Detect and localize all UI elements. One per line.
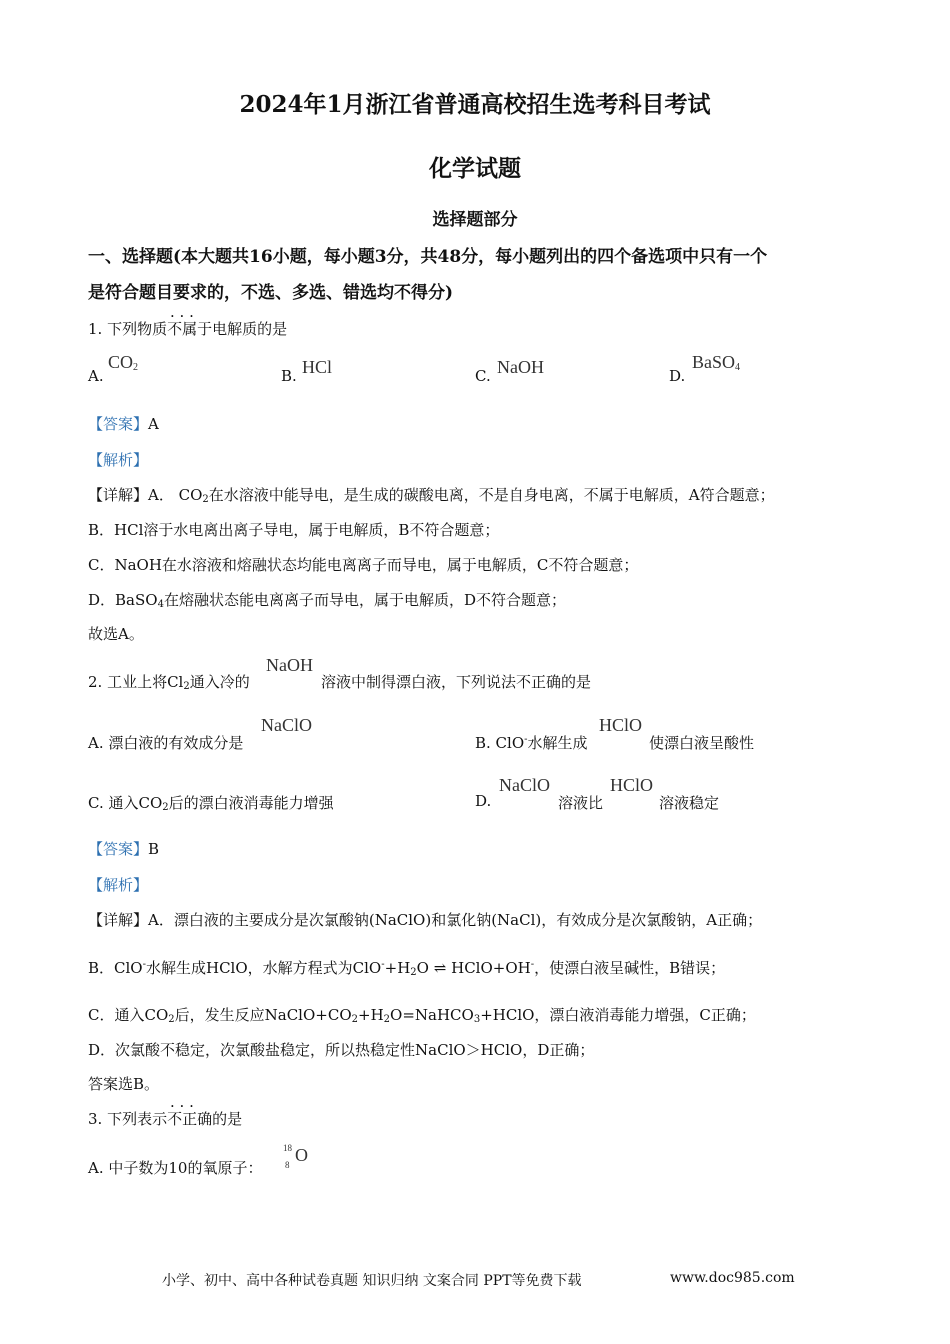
q1-option-a-label: A. bbox=[88, 367, 104, 385]
q1-conclusion: 故选A。 bbox=[88, 625, 144, 643]
q1-option-b-label: B. bbox=[281, 367, 297, 385]
paper-subtitle: 化学试题 bbox=[429, 155, 521, 182]
q1-option-d-formula: BaSO$_4$ bbox=[692, 352, 741, 373]
q3-stem: 3. 下列表示不正确的是 bbox=[88, 1110, 243, 1128]
q1-option-b-formula: HCl bbox=[302, 357, 333, 377]
q1-detail-c: C．NaOH在水溶液和熔融状态均能电离离子而导电，属于电解质，C不符合题意； bbox=[88, 556, 639, 574]
q3-emphasis-dots: · · · bbox=[170, 1097, 194, 1115]
q1-option-c-label: C. bbox=[475, 367, 491, 385]
q2-option-d-formula2: HClO bbox=[610, 775, 654, 795]
q2-detail-c: C．通入$CO_2$后，发生反应$NaClO+CO_2+H_2O=NaHCO_3+HClO$，漂白液消毒能力增强，C正确； bbox=[88, 1006, 756, 1025]
q2-option-d-label: D. bbox=[475, 792, 492, 810]
q2-option-c-text: C. 通入$CO_2$后的漂白液消毒能力增强 bbox=[88, 794, 334, 813]
q3-option-a-text: A. 中子数为10的氧原子： bbox=[88, 1159, 263, 1177]
q2-analysis-tag: 【解析】 bbox=[88, 876, 149, 894]
q1-detail-d: D．BaSO$_4$在熔融状态能电离离子而导电，属于电解质，D不符合题意； bbox=[88, 591, 566, 610]
q2-conclusion: 答案选B。 bbox=[88, 1075, 160, 1093]
q2-option-a-formula: NaClO bbox=[261, 715, 312, 735]
q2-answer: 【答案】B bbox=[88, 840, 160, 858]
q2-option-d-end: 溶液稳定 bbox=[659, 794, 720, 812]
q2-detail-b: B．ClO-水解生成HClO，水解方程式为$ClO^-+H_2O$ ⇌ HClO+OH-，使漂白液呈碱性，B错误； bbox=[88, 959, 726, 978]
section-heading-line1: 一、选择题(本大题共16小题，每小题3分，共48分，每小题列出的四个备选项中只有一个 bbox=[88, 247, 768, 267]
q2-option-a-text: A. 漂白液的有效成分是 bbox=[88, 734, 244, 752]
q2-stem-formula: NaOH bbox=[266, 655, 313, 675]
q2-option-b-end: 使漂白液呈酸性 bbox=[649, 734, 755, 752]
part-title: 选择题部分 bbox=[432, 210, 518, 230]
q2-option-b-text: B. ClO-水解生成 bbox=[475, 734, 588, 752]
q1-option-d-label: D. bbox=[669, 367, 686, 385]
footer-url[interactable]: www.doc985.com bbox=[670, 1270, 795, 1286]
q2-option-d-formula1: NaClO bbox=[499, 775, 550, 795]
q2-stem-end: 溶液中制得漂白液，下列说法不正确的是 bbox=[321, 673, 592, 691]
q3-mass-number: 18 bbox=[283, 1143, 292, 1153]
q1-detail-a: 【详解】A． $CO_2$在水溶液中能导电，是生成的碳酸电离，不是自身电离，不属于电解质，A符合题意； bbox=[88, 486, 775, 505]
section-heading-line2: 是符合题目要求的，不选、多选、错选均不得分) bbox=[88, 283, 454, 303]
q2-detail-d: D．次氯酸不稳定，次氯酸盐稳定，所以热稳定性NaClO＞HClO，D正确； bbox=[88, 1041, 595, 1059]
equilibrium-arrow-icon: ⇌ bbox=[433, 959, 447, 977]
q2-detail-a: 【详解】A．漂白液的主要成分是次氯酸钠(NaClO)和氯化钠(NaCl)，有效成分是次氯酸钠，A正确； bbox=[88, 911, 763, 929]
q2-option-d-mid: 溶液比 bbox=[558, 794, 604, 812]
q1-option-c-formula: NaOH bbox=[497, 357, 544, 377]
q1-analysis-tag: 【解析】 bbox=[88, 451, 149, 469]
q1-stem: 1. 下列物质不属于电解质的是 bbox=[88, 320, 288, 338]
q2-stem-start: 2. 工业上将$Cl_2$通入冷的 bbox=[88, 673, 250, 692]
q1-emphasis-dots: · · · bbox=[170, 307, 194, 325]
q3-atomic-number: 8 bbox=[285, 1160, 290, 1170]
q1-option-a-formula: $CO_2$ bbox=[108, 352, 139, 373]
q1-detail-b: B．HCl溶于水电离出离子导电，属于电解质，B不符合题意； bbox=[88, 521, 500, 539]
q1-answer: 【答案】A bbox=[88, 415, 159, 433]
exam-title: 2024年1月浙江省普通高校招生选考科目考试 bbox=[239, 91, 711, 118]
q2-option-b-formula: HClO bbox=[599, 715, 643, 735]
q3-element-symbol: O bbox=[295, 1145, 308, 1165]
footer-text: 小学、初中、高中各种试卷真题 知识归纳 文案合同 PPT等免费下载 bbox=[162, 1273, 582, 1289]
